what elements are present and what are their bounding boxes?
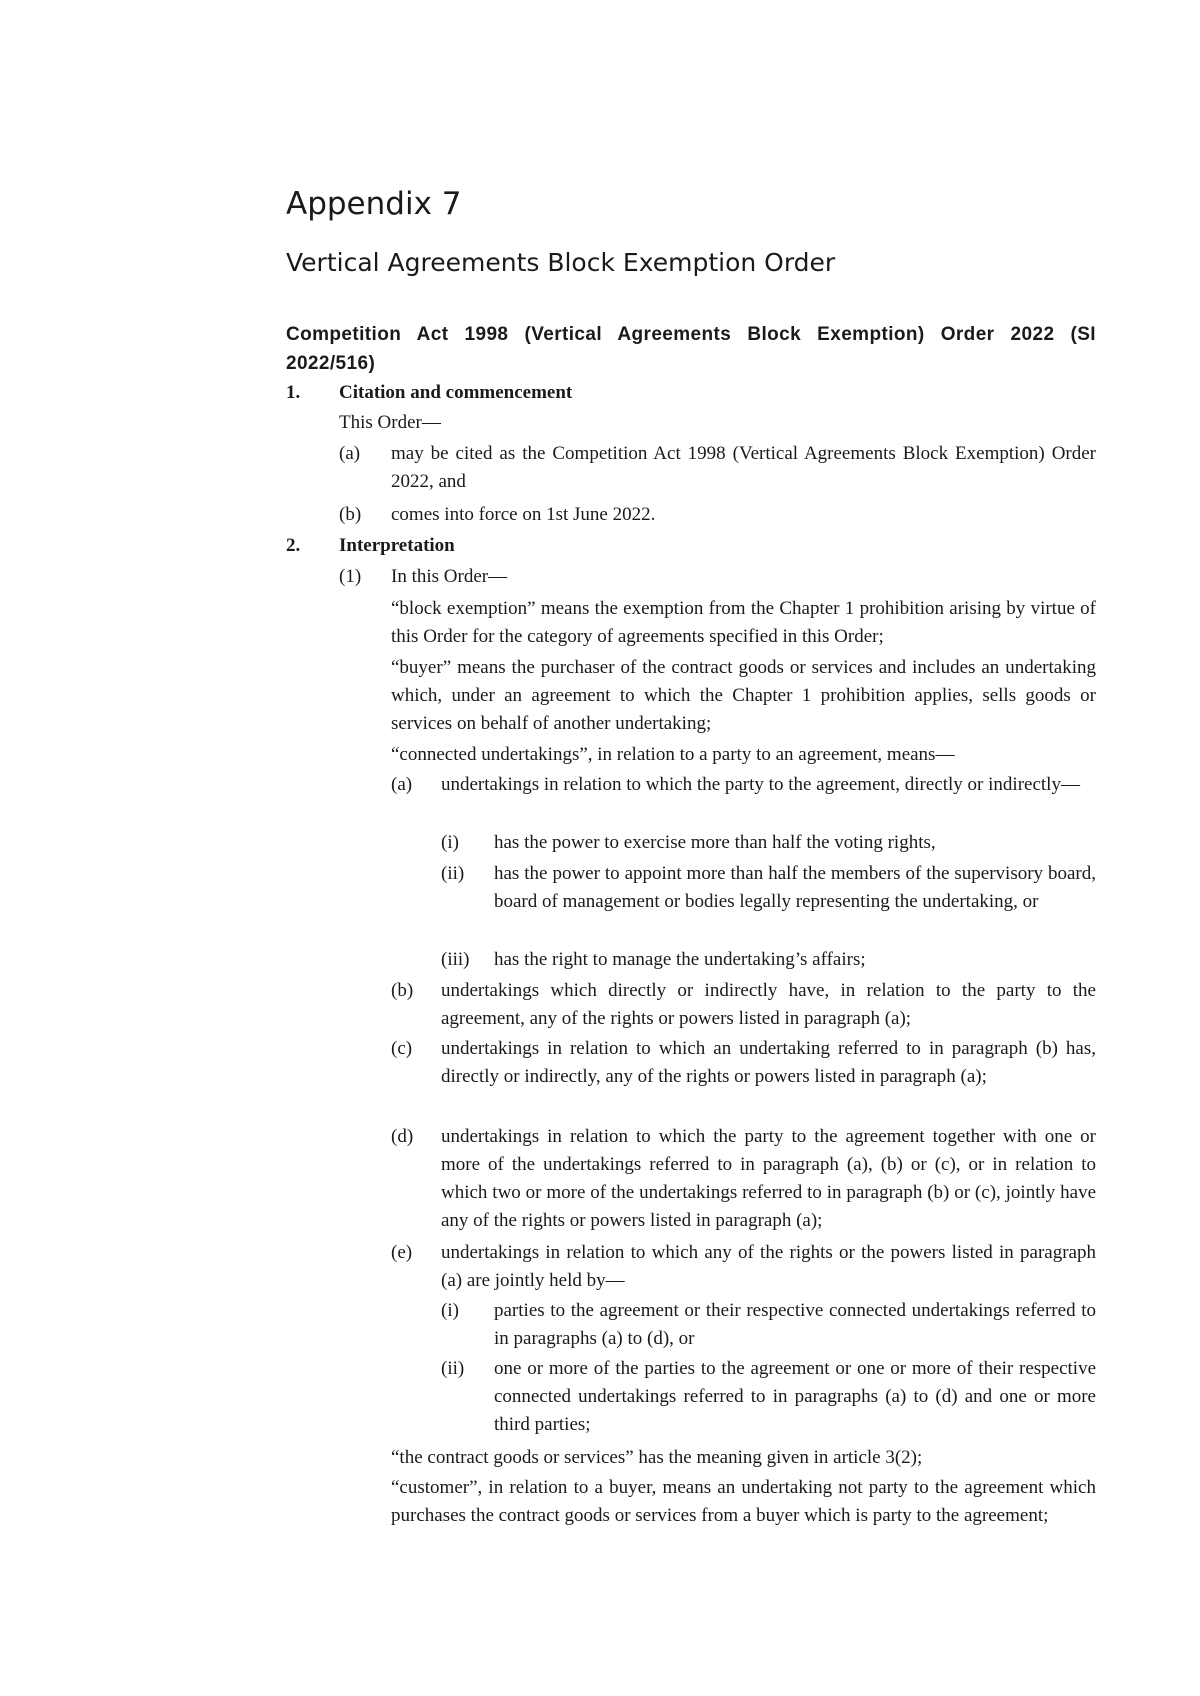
definition-block-exemption: “block exemption” means the exemption from the Chapter 1 prohibition arising by virtue of this Order for the category of agreements specified in this Order; — [391, 598, 1096, 647]
definition-buyer: “buyer” means the purchaser of the contract goods or services and includes an undertaking which, under an agreement to which the Chapter 1 prohibition applies, sells goods or services on behalf of another undertaking; — [391, 657, 1096, 734]
connected-e-ii-label: (ii) — [441, 1358, 465, 1379]
connected-b-label: (b) — [391, 980, 414, 1001]
document-title: Vertical Agreements Block Exemption Order — [286, 248, 836, 277]
connected-e-ii-text: one or more of the parties to the agreement or one or more of their respective connected undertakings referred to in paragraphs (a) to (d) and one or more third parties; — [494, 1358, 1096, 1435]
connected-a-i-label: (i) — [441, 832, 459, 853]
article-1-intro: This Order— — [339, 412, 441, 433]
connected-d-text: undertakings in relation to which the party to the agreement together with one or more of the undertakings referred to in paragraph (a), (b) or (c), or in relation to which two or more of the undertakings referred to in paragraph (b) or (c), jointly have any of the rights or powers listed in paragraph (a); — [441, 1126, 1096, 1231]
connected-c-label: (c) — [391, 1038, 413, 1059]
article-1-item-a-text: may be cited as the Competition Act 1998 (Vertical Agreements Block Exemption) Order 2022, and — [391, 443, 1096, 492]
article-1-heading: Citation and commencement — [339, 382, 573, 403]
article-2-heading: Interpretation — [339, 535, 455, 556]
connected-a-iii-text: has the right to manage the undertaking’s affairs; — [494, 949, 866, 970]
connected-c-text: undertakings in relation to which an undertaking referred to in paragraph (b) has, directly or indirectly, any of the rights or powers listed in paragraph (a); — [441, 1038, 1096, 1087]
article-1-item-a-label: (a) — [339, 443, 361, 464]
article-1-item-b-label: (b) — [339, 504, 362, 525]
article-1-item-b-text: comes into force on 1st June 2022. — [391, 504, 656, 525]
definition-contract-goods: “the contract goods or services” has the meaning given in article 3(2); — [391, 1447, 923, 1468]
definition-customer: “customer”, in relation to a buyer, means an undertaking not party to the agreement which purchases the contract goods or services from a buyer which is party to the agreement; — [391, 1477, 1096, 1526]
connected-e-i-label: (i) — [441, 1300, 459, 1321]
paragraph-1-intro: In this Order— — [391, 566, 508, 587]
connected-b-text: undertakings which directly or indirectly have, in relation to the party to the agreement, any of the rights or powers listed in paragraph (a); — [441, 980, 1096, 1029]
connected-a-label: (a) — [391, 774, 413, 795]
article-2-number: 2. — [286, 535, 301, 556]
connected-a-ii-text: has the power to appoint more than half the members of the supervisory board, board of management or bodies legally representing the undertaking, or — [494, 863, 1096, 912]
connected-a-text: undertakings in relation to which the party to the agreement, directly or indirectly— — [441, 774, 1080, 795]
connected-a-iii-label: (iii) — [441, 949, 470, 970]
connected-e-text: undertakings in relation to which any of the rights or the powers listed in paragraph (a) are jointly held by— — [441, 1242, 1096, 1291]
act-title: Competition Act 1998 (Vertical Agreements Block Exemption) Order 2022 (SI 2022/516) — [286, 324, 1096, 374]
definition-connected-undertakings: “connected undertakings”, in relation to a party to an agreement, means— — [391, 744, 955, 765]
connected-e-i-text: parties to the agreement or their respective connected undertakings referred to in paragraphs (a) to (d), or — [494, 1300, 1096, 1349]
article-1-number: 1. — [286, 382, 301, 403]
connected-d-label: (d) — [391, 1126, 414, 1147]
connected-a-i-text: has the power to exercise more than half the voting rights, — [494, 832, 936, 853]
connected-a-ii-label: (ii) — [441, 863, 465, 884]
paragraph-1-label: (1) — [339, 566, 362, 587]
appendix-heading: Appendix 7 — [286, 186, 462, 222]
connected-e-label: (e) — [391, 1242, 413, 1263]
